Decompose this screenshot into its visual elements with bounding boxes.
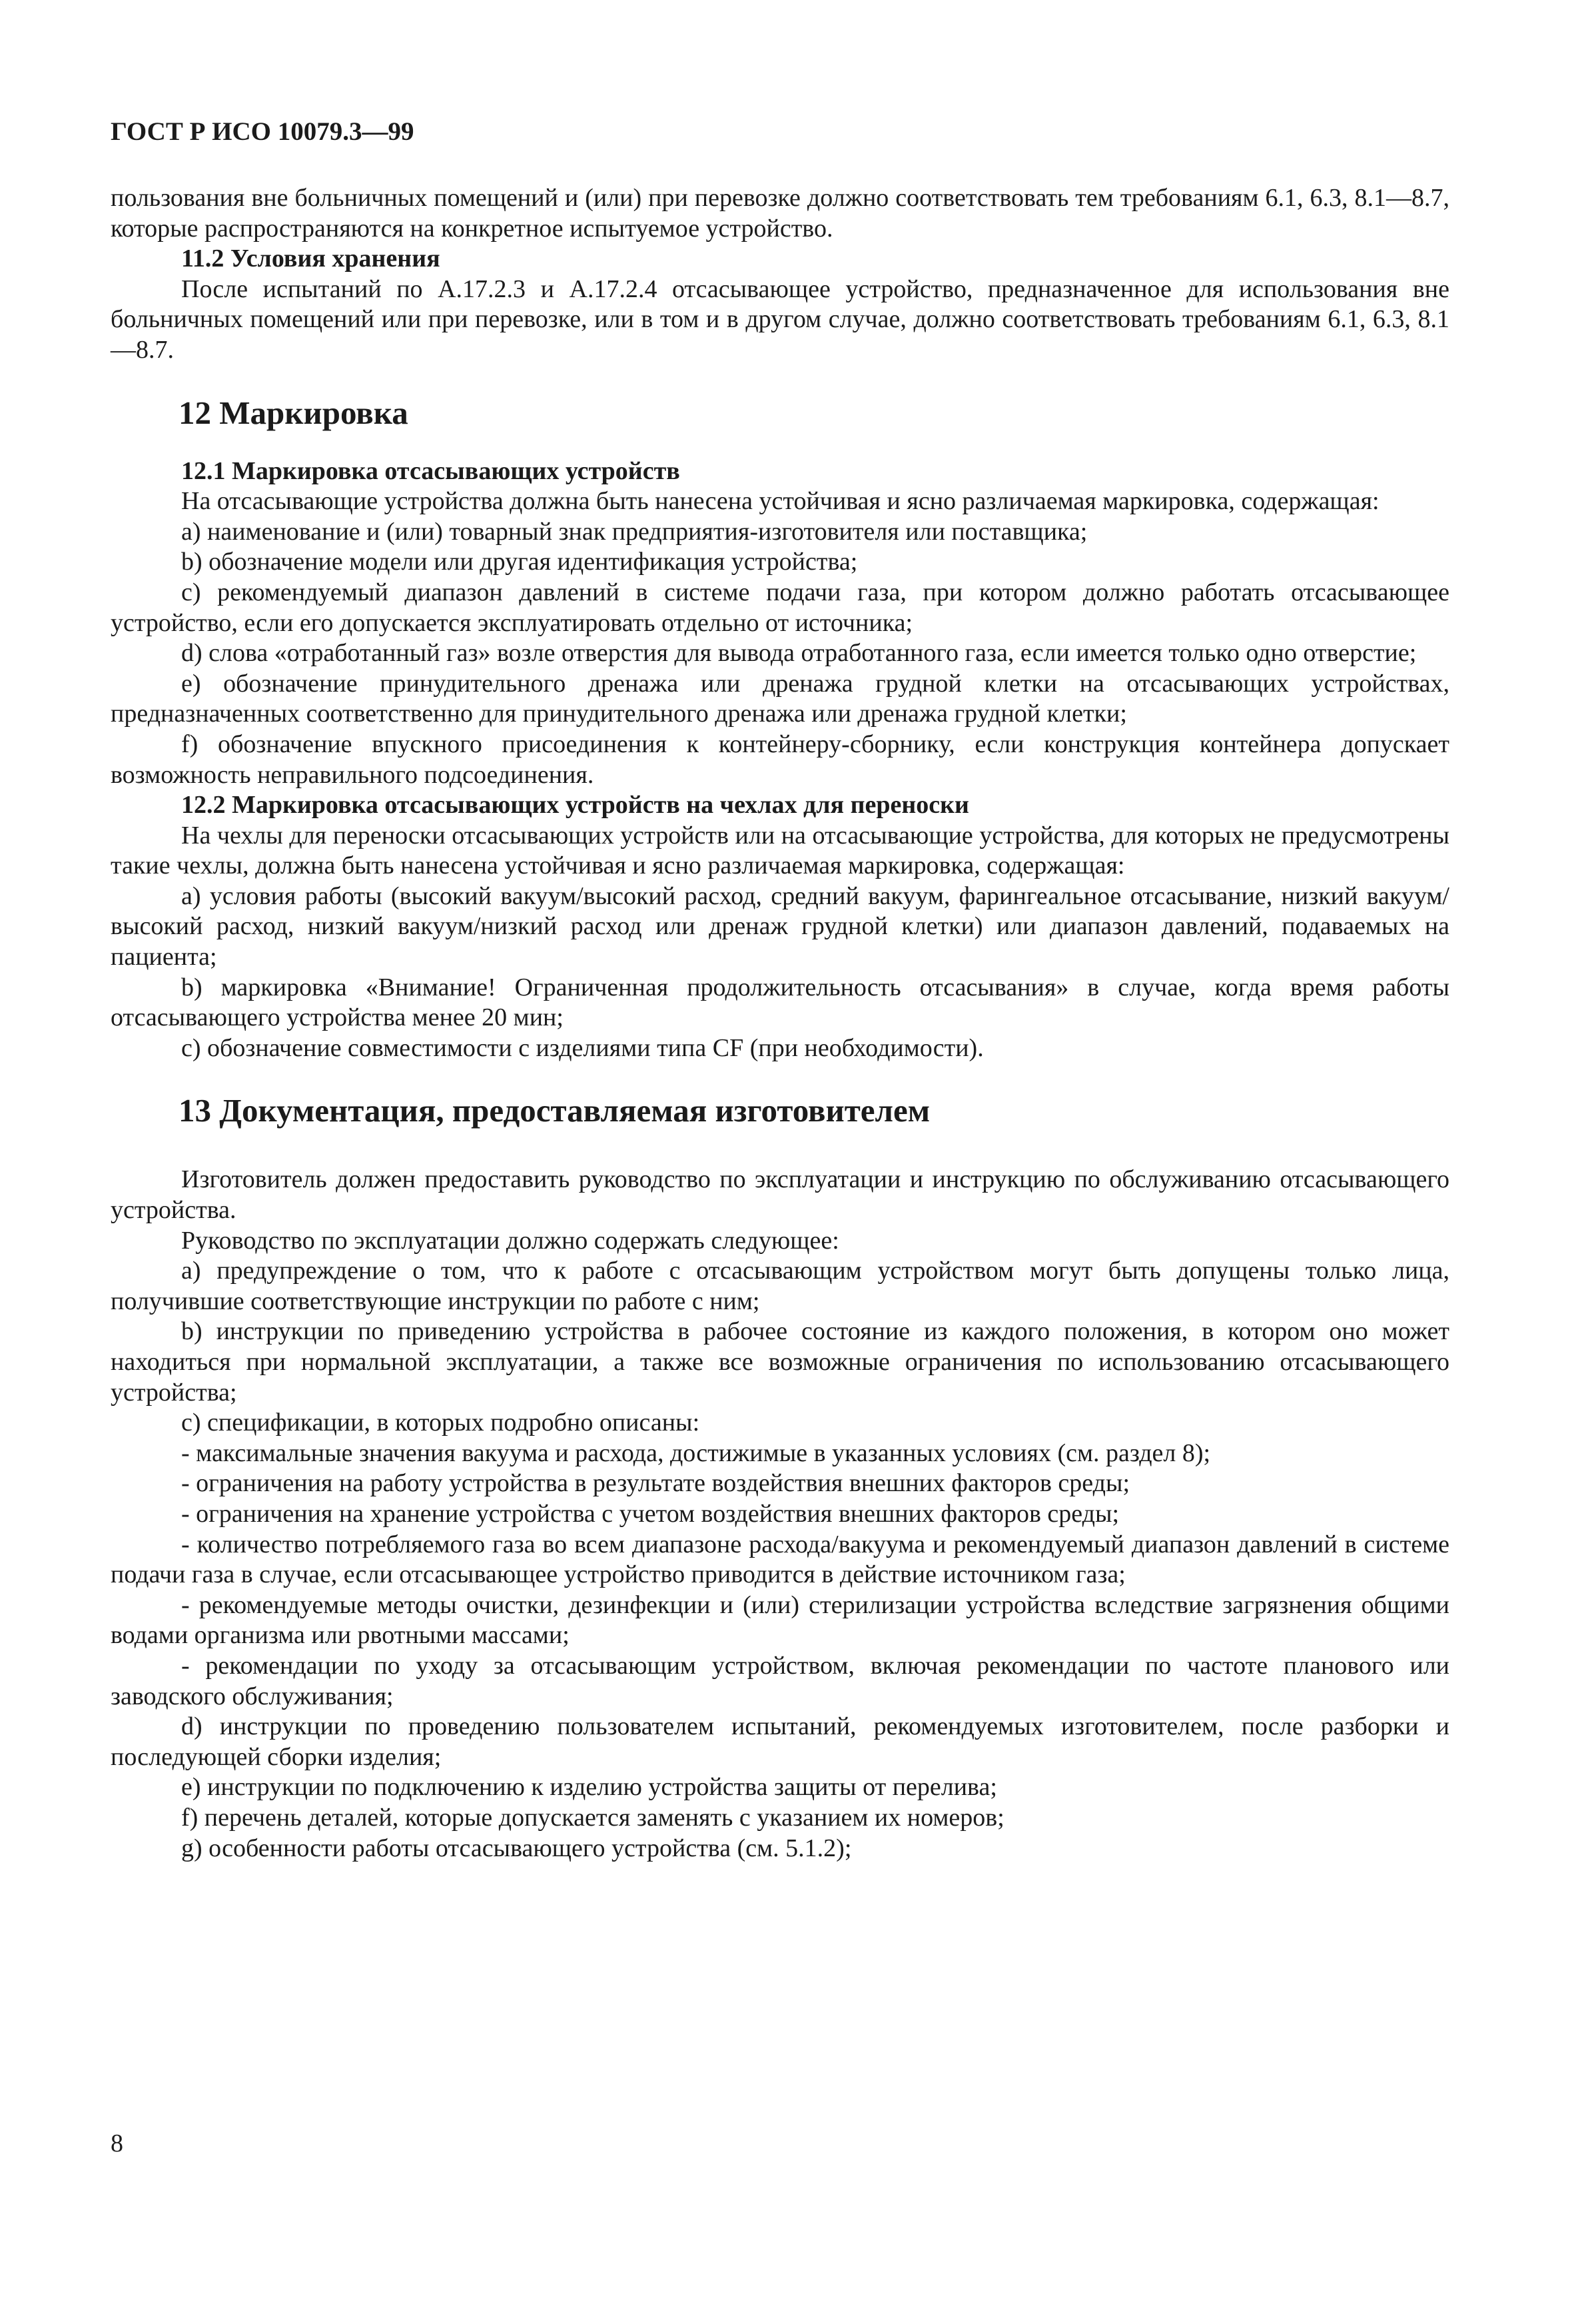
page-content — [111, 117, 1449, 1864]
section-13-paragraph-1: Изготовитель должен предоставить руководство по эксплуатации и инструкцию по обслуживанию отсасывающего устройства. — [111, 1165, 1449, 1225]
list-item-13-c-5: - рекомендуемые методы очистки, дезинфекции и (или) стерилизации устройства вследствие загрязнения общими водами организма или рвотными массами; — [111, 1590, 1449, 1650]
section-13-paragraph-2: Руководство по эксплуатации должно содержать следующее: — [181, 1226, 839, 1255]
list-item-13-c-4: - количество потребляемого газа во всем диапазоне расхода/вакуума и рекомендуемый диапазон давлений в системе подачи газа в случае, если отсасывающее устройство приводится в действие источником газа; — [111, 1530, 1449, 1589]
subsection-11-2-text: После испытаний по А.17.2.3 и А.17.2.4 отсасывающее устройство, предназначенное для использования вне больничных помещений или при перевозке, или в том и в другом случае, должно соответствовать требованиям 6.1, 6.3, 8.1—8.7. — [111, 275, 1449, 364]
list-item-12-2-c: c) обозначение совместимости с изделиями типа CF (при необходимости). — [181, 1033, 984, 1062]
list-item-12-1-e: e) обозначение принудительного дренажа или дренажа грудной клетки на отсасывающих устройствах, предназначенных соответственно для принудительного дренажа или дренажа грудной клетки; — [111, 669, 1449, 728]
list-item-12-2-b: b) маркировка «Внимание! Ограниченная продолжительность отсасывания» в случае, когда время работы отсасывающего устройства менее 20 мин; — [111, 973, 1449, 1032]
list-item-13-e: e) инструкции по подключению к изделию устройства защиты от перелива; — [181, 1773, 997, 1802]
list-item-13-d: d) инструкции по проведению пользователем испытаний, рекомендуемых изготовителем, после разборки и последующей сборки изделия; — [111, 1712, 1449, 1771]
subsection-12-2-intro: На чехлы для переноски отсасывающих устройств или на отсасывающие устройства, для которых не предусмотрены такие чехлы, должна быть нанесена устойчивая и ясно различаемая маркировка, содержащая: — [111, 821, 1449, 880]
list-item-13-g: g) особенности работы отсасывающего устройства (см. 5.1.2); — [181, 1834, 852, 1862]
list-item-12-1-c: c) рекомендуемый диапазон давлений в системе подачи газа, при котором должно работать отсасывающее устройство, если его допускается эксплуатировать отдельно от источника; — [111, 578, 1449, 637]
section-12-title: 12 Маркировка — [179, 394, 408, 431]
list-item-13-a: a) предупреждение о том, что к работе с отсасывающим устройством могут быть допущены только лица, получившие соответствующие инструкции по работе с ним; — [111, 1257, 1449, 1315]
subsection-12-1-title: 12.1 Маркировка отсасывающих устройств — [181, 456, 680, 485]
list-item-13-c-3: - ограничения на хранение устройства с учетом воздействия внешних факторов среды; — [181, 1499, 1120, 1528]
subsection-11-2-title: 11.2 Условия хранения — [181, 245, 440, 273]
subsection-12-1-intro: На отсасывающие устройства должна быть нанесена устойчивая и ясно различаемая маркировка, содержащая: — [181, 487, 1380, 516]
page-number: 8 — [111, 2129, 123, 2157]
list-item-13-c: c) спецификации, в которых подробно описаны: — [181, 1409, 700, 1437]
continued-paragraph: пользования вне больничных помещений и (или) при перевозке должно соответствовать тем требованиям 6.1, 6.3, 8.1—8.7, которые распространяются на конкретное испытуемое устройство. — [111, 184, 1449, 243]
list-item-13-c-1: - максимальные значения вакуума и расхода, достижимые в указанных условиях (см. раздел 8); — [181, 1439, 1211, 1467]
list-item-12-2-a: a) условия работы (высокий вакуум/высокий расход, средний вакуум, фарингеальное отсасывание, низкий вакуум/высокий расход, низкий вакуум/низкий расход или дренаж грудной клетки) или диапазон давлений, подаваемых на пациента; — [111, 881, 1449, 971]
section-13-title: 13 Документация, предоставляемая изготовителем — [179, 1092, 931, 1129]
list-item-12-1-f: f) обозначение впускного присоединения к контейнеру-сборнику, если конструкция контейнера допускает возможность неправильного подсоединения. — [111, 730, 1449, 789]
list-item-12-1-d: d) слова «отработанный газ» возле отверстия для вывода отработанного газа, если имеется только одно отверстие; — [181, 639, 1417, 668]
subsection-12-2-title: 12.2 Маркировка отсасывающих устройств на чехлах для переноски — [181, 791, 969, 820]
list-item-13-b: b) инструкции по приведению устройства в рабочее состояние из каждого положения, в котором оно может находиться при нормальной эксплуатации, а также все возможные ограничения по использованию отсасывающего устройства; — [111, 1317, 1449, 1407]
list-item-12-1-b: b) обозначение модели или другая идентификация устройства; — [181, 548, 858, 576]
list-item-13-c-2: - ограничения на работу устройства в результате воздействия внешних факторов среды; — [181, 1469, 1130, 1498]
list-item-13-c-6: - рекомендации по уходу за отсасывающим устройством, включая рекомендации по частоте планового или заводского обслуживания; — [111, 1651, 1449, 1710]
list-item-12-1-a: a) наименование и (или) товарный знак предприятия-изготовителя или поставщика; — [181, 517, 1088, 546]
list-item-13-f: f) перечень деталей, которые допускается заменять с указанием их номеров; — [181, 1803, 1004, 1832]
doc-header-code: ГОСТ Р ИСО 10079.3—99 — [111, 117, 414, 146]
